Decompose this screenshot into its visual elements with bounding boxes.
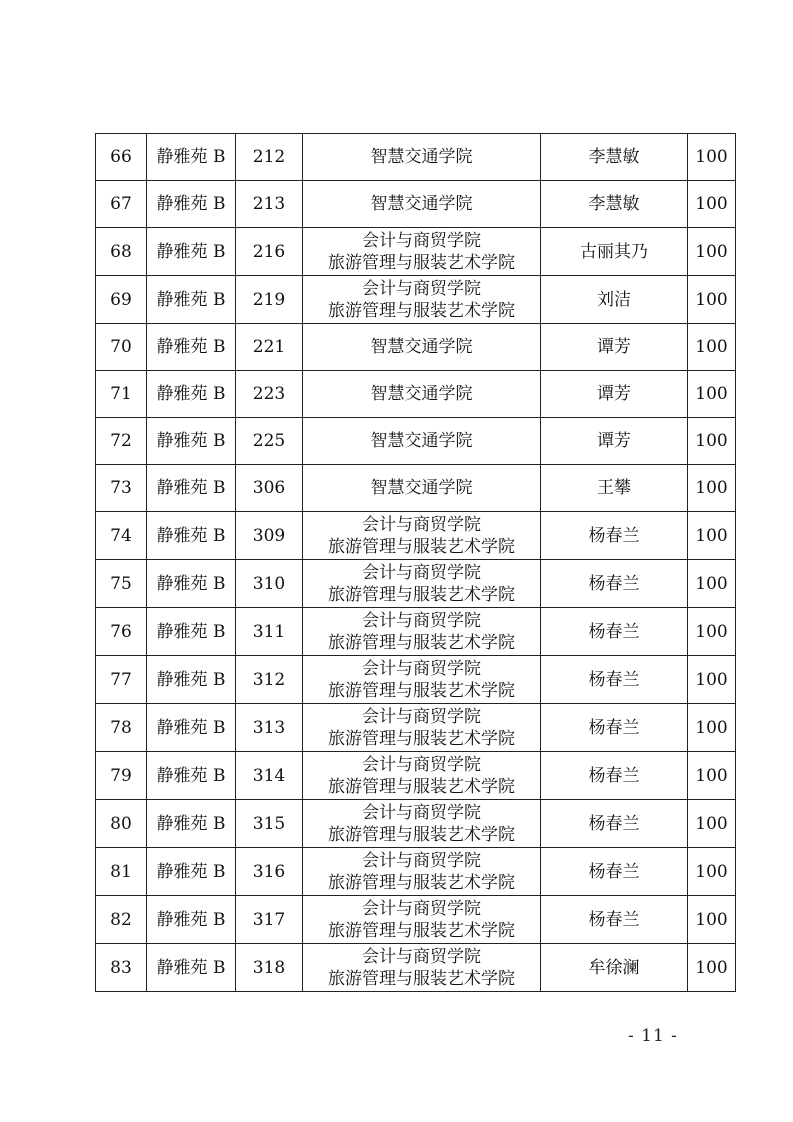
- room-cell: 313: [236, 704, 303, 752]
- department-name: 会计与商贸学院: [362, 230, 481, 251]
- department-name: 会计与商贸学院: [362, 278, 481, 299]
- row-number-cell: 73: [96, 465, 147, 512]
- building-cell: 静雅苑 B: [147, 800, 236, 848]
- row-number-cell: 79: [96, 752, 147, 800]
- score-cell: 100: [688, 656, 736, 704]
- table-row: [96, 848, 736, 896]
- score-cell: 100: [688, 324, 736, 371]
- department-cell: [303, 944, 541, 992]
- score-cell: 100: [688, 896, 736, 944]
- row-number-cell: 80: [96, 800, 147, 848]
- room-cell: 213: [236, 181, 303, 228]
- building-cell: 静雅苑 B: [147, 465, 236, 512]
- person-in-charge-cell: 古丽其乃: [541, 228, 688, 276]
- row-number-cell: 71: [96, 371, 147, 418]
- department-name: 旅游管理与服装艺术学院: [328, 824, 515, 845]
- person-in-charge-cell: 杨春兰: [541, 752, 688, 800]
- row-number-cell: 70: [96, 324, 147, 371]
- score-cell: 100: [688, 134, 736, 181]
- department-name: 旅游管理与服装艺术学院: [328, 728, 515, 749]
- person-in-charge-cell: 杨春兰: [541, 704, 688, 752]
- building-cell: 静雅苑 B: [147, 656, 236, 704]
- department-name: 旅游管理与服装艺术学院: [328, 776, 515, 797]
- department-name: 会计与商贸学院: [362, 802, 481, 823]
- row-number-cell: 68: [96, 228, 147, 276]
- department-name: 智慧交通学院: [370, 194, 473, 214]
- department-name: 会计与商贸学院: [362, 946, 481, 967]
- building-cell: 静雅苑 B: [147, 324, 236, 371]
- room-cell: 309: [236, 512, 303, 560]
- row-number-cell: 78: [96, 704, 147, 752]
- row-number-cell: 69: [96, 276, 147, 324]
- department-cell: [303, 418, 541, 465]
- building-cell: 静雅苑 B: [147, 228, 236, 276]
- person-in-charge-cell: 杨春兰: [541, 608, 688, 656]
- department-name: 旅游管理与服装艺术学院: [328, 252, 515, 273]
- person-in-charge-cell: 谭芳: [541, 418, 688, 465]
- person-in-charge-cell: 杨春兰: [541, 800, 688, 848]
- table-row: [96, 512, 736, 560]
- table-row: [96, 134, 736, 181]
- department-name: 会计与商贸学院: [362, 898, 481, 919]
- department-cell: [303, 848, 541, 896]
- table-row: [96, 560, 736, 608]
- department-cell: [303, 896, 541, 944]
- room-cell: 306: [236, 465, 303, 512]
- table-row: [96, 371, 736, 418]
- building-cell: 静雅苑 B: [147, 896, 236, 944]
- department-cell: [303, 752, 541, 800]
- room-cell: 216: [236, 228, 303, 276]
- building-cell: 静雅苑 B: [147, 418, 236, 465]
- department-name: 旅游管理与服装艺术学院: [328, 632, 515, 653]
- department-name: 会计与商贸学院: [362, 514, 481, 535]
- table-body: [96, 134, 736, 992]
- building-cell: 静雅苑 B: [147, 848, 236, 896]
- department-name: 智慧交通学院: [370, 147, 473, 167]
- table-row: [96, 608, 736, 656]
- row-number-cell: 82: [96, 896, 147, 944]
- table-row: [96, 800, 736, 848]
- department-cell: [303, 465, 541, 512]
- table-row: [96, 704, 736, 752]
- person-in-charge-cell: 杨春兰: [541, 560, 688, 608]
- row-number-cell: 74: [96, 512, 147, 560]
- person-in-charge-cell: 杨春兰: [541, 656, 688, 704]
- room-cell: 315: [236, 800, 303, 848]
- building-cell: 静雅苑 B: [147, 134, 236, 181]
- person-in-charge-cell: 王攀: [541, 465, 688, 512]
- score-cell: 100: [688, 704, 736, 752]
- score-cell: 100: [688, 608, 736, 656]
- building-cell: 静雅苑 B: [147, 704, 236, 752]
- building-cell: 静雅苑 B: [147, 752, 236, 800]
- person-in-charge-cell: 谭芳: [541, 324, 688, 371]
- table-row: [96, 752, 736, 800]
- row-number-cell: 83: [96, 944, 147, 992]
- table-row: [96, 944, 736, 992]
- department-cell: [303, 228, 541, 276]
- building-cell: 静雅苑 B: [147, 371, 236, 418]
- department-name: 旅游管理与服装艺术学院: [328, 680, 515, 701]
- department-cell: [303, 181, 541, 228]
- department-cell: [303, 656, 541, 704]
- department-name: 旅游管理与服装艺术学院: [328, 872, 515, 893]
- room-cell: 316: [236, 848, 303, 896]
- department-name: 智慧交通学院: [370, 478, 473, 498]
- row-number-cell: 66: [96, 134, 147, 181]
- person-in-charge-cell: 杨春兰: [541, 512, 688, 560]
- table-row: [96, 465, 736, 512]
- score-cell: 100: [688, 371, 736, 418]
- person-in-charge-cell: 牟徐澜: [541, 944, 688, 992]
- dormitory-inspection-table: [95, 133, 736, 992]
- department-name: 旅游管理与服装艺术学院: [328, 584, 515, 605]
- department-name: 会计与商贸学院: [362, 754, 481, 775]
- person-in-charge-cell: 杨春兰: [541, 896, 688, 944]
- score-cell: 100: [688, 752, 736, 800]
- row-number-cell: 67: [96, 181, 147, 228]
- room-cell: 221: [236, 324, 303, 371]
- building-cell: 静雅苑 B: [147, 608, 236, 656]
- department-cell: [303, 560, 541, 608]
- score-cell: 100: [688, 276, 736, 324]
- room-cell: 223: [236, 371, 303, 418]
- department-name: 会计与商贸学院: [362, 658, 481, 679]
- score-cell: 100: [688, 418, 736, 465]
- department-cell: [303, 276, 541, 324]
- room-cell: 314: [236, 752, 303, 800]
- room-cell: 225: [236, 418, 303, 465]
- score-cell: 100: [688, 181, 736, 228]
- room-cell: 310: [236, 560, 303, 608]
- department-name: 会计与商贸学院: [362, 706, 481, 727]
- department-cell: [303, 608, 541, 656]
- row-number-cell: 77: [96, 656, 147, 704]
- department-name: 旅游管理与服装艺术学院: [328, 920, 515, 941]
- department-name: 智慧交通学院: [370, 384, 473, 404]
- person-in-charge-cell: 李慧敏: [541, 181, 688, 228]
- score-cell: 100: [688, 800, 736, 848]
- person-in-charge-cell: 李慧敏: [541, 134, 688, 181]
- department-cell: [303, 800, 541, 848]
- department-name: 旅游管理与服装艺术学院: [328, 300, 515, 321]
- score-cell: 100: [688, 228, 736, 276]
- department-name: 会计与商贸学院: [362, 850, 481, 871]
- department-name: 旅游管理与服装艺术学院: [328, 968, 515, 989]
- row-number-cell: 72: [96, 418, 147, 465]
- department-name: 会计与商贸学院: [362, 562, 481, 583]
- room-cell: 312: [236, 656, 303, 704]
- person-in-charge-cell: 杨春兰: [541, 848, 688, 896]
- room-cell: 311: [236, 608, 303, 656]
- row-number-cell: 76: [96, 608, 147, 656]
- department-name: 会计与商贸学院: [362, 610, 481, 631]
- building-cell: 静雅苑 B: [147, 276, 236, 324]
- row-number-cell: 75: [96, 560, 147, 608]
- table-row: [96, 656, 736, 704]
- room-cell: 219: [236, 276, 303, 324]
- department-name: 旅游管理与服装艺术学院: [328, 536, 515, 557]
- department-cell: [303, 324, 541, 371]
- table-row: [96, 896, 736, 944]
- table-row: [96, 181, 736, 228]
- building-cell: 静雅苑 B: [147, 512, 236, 560]
- score-cell: 100: [688, 512, 736, 560]
- building-cell: 静雅苑 B: [147, 181, 236, 228]
- department-cell: [303, 371, 541, 418]
- row-number-cell: 81: [96, 848, 147, 896]
- table-row: [96, 418, 736, 465]
- score-cell: 100: [688, 944, 736, 992]
- department-name: 智慧交通学院: [370, 337, 473, 357]
- page-number: - 11 -: [628, 1026, 678, 1046]
- department-name: 智慧交通学院: [370, 431, 473, 451]
- person-in-charge-cell: 谭芳: [541, 371, 688, 418]
- department-cell: [303, 512, 541, 560]
- room-cell: 212: [236, 134, 303, 181]
- department-cell: [303, 704, 541, 752]
- person-in-charge-cell: 刘洁: [541, 276, 688, 324]
- table-row: [96, 228, 736, 276]
- building-cell: 静雅苑 B: [147, 560, 236, 608]
- room-cell: 318: [236, 944, 303, 992]
- score-cell: 100: [688, 848, 736, 896]
- score-cell: 100: [688, 465, 736, 512]
- department-cell: [303, 134, 541, 181]
- table-row: [96, 324, 736, 371]
- room-cell: 317: [236, 896, 303, 944]
- building-cell: 静雅苑 B: [147, 944, 236, 992]
- table-row: [96, 276, 736, 324]
- score-cell: 100: [688, 560, 736, 608]
